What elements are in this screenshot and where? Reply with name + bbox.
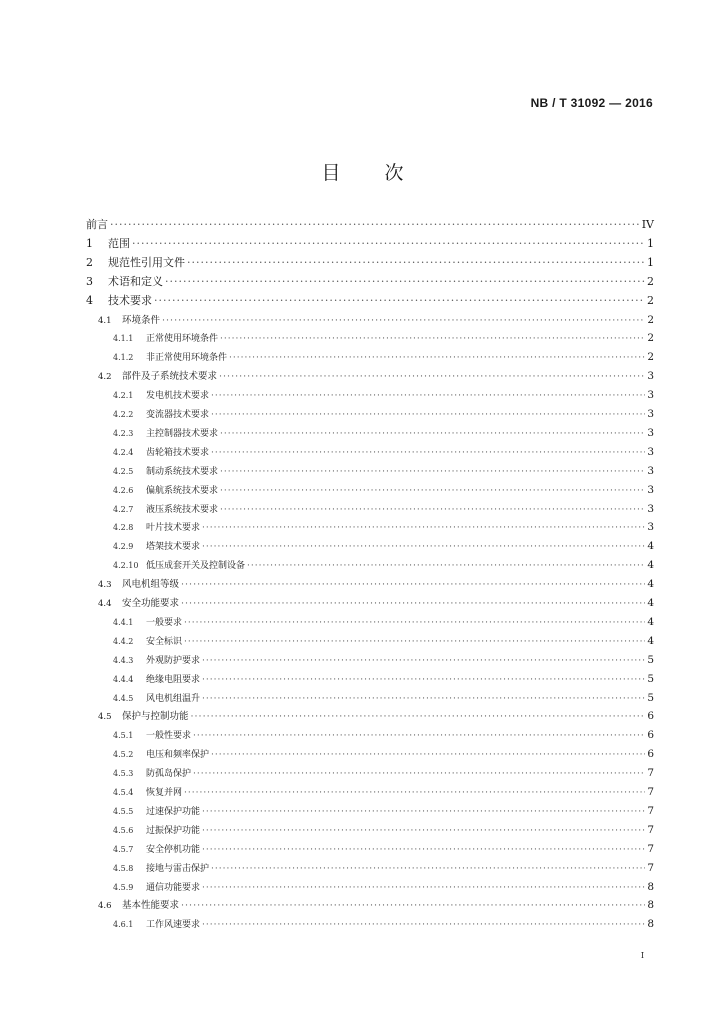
toc-leader-dots [184, 614, 645, 632]
toc-entry[interactable] [113, 537, 654, 555]
toc-entry-page: 5 [647, 653, 654, 666]
toc-leader-dots [202, 538, 645, 556]
toc-entry-number: 4.2.9 [113, 542, 134, 552]
toc-entry-page: 2 [647, 332, 654, 345]
toc-entry-page: 7 [647, 804, 654, 817]
toc-entry-label: 外观防护要求 [146, 655, 201, 666]
toc-leader-dots [202, 690, 645, 708]
toc-entry-label: 基本性能要求 [122, 900, 180, 912]
toc-entry-label: 恢复并网 [146, 788, 183, 798]
toc-entry-label: 非正常使用环境条件 [146, 353, 228, 364]
toc-entry[interactable] [113, 878, 654, 896]
toc-entry[interactable] [86, 273, 654, 291]
toc-entry-number: 4.2.8 [113, 523, 134, 533]
toc-leader-dots [165, 273, 645, 291]
toc-entry[interactable] [113, 329, 654, 347]
toc-entry-number: 4.5 [98, 712, 112, 723]
toc-leader-dots [193, 727, 645, 745]
toc-entry[interactable] [113, 670, 654, 688]
toc-entry[interactable] [113, 745, 654, 763]
toc-entry-page: 3 [647, 445, 654, 458]
toc-entry-label: 术语和定义 [108, 274, 163, 288]
toc-entry-label: 叶片技术要求 [146, 523, 201, 534]
toc-entry-number: 4.2.3 [113, 428, 134, 438]
toc-entry-label: 主控制器技术要求 [146, 428, 219, 439]
toc-leader-dots [229, 349, 645, 367]
toc-leader-dots [220, 482, 645, 500]
toc-entry-label: 低压成套开关及控制设备 [146, 561, 246, 572]
toc-entry-number: 4.2.10 [113, 561, 139, 571]
toc-entry-number: 4.1 [98, 315, 112, 326]
toc-entry-number: 4.2 [98, 372, 112, 383]
toc-entry-number: 2 [86, 255, 93, 269]
toc-leader-dots [181, 595, 645, 613]
page-title: 目次 [321, 162, 448, 184]
toc-leader-dots [162, 312, 645, 330]
toc-entry-label: 保护与控制功能 [122, 711, 189, 723]
toc-entry-page: 1 [647, 255, 654, 269]
toc-entry-number: 4.5.5 [113, 806, 134, 816]
toc-entry-page: 8 [647, 899, 654, 912]
toc-entry-page: IV [641, 218, 654, 231]
toc-entry-page: 2 [647, 351, 654, 364]
toc-entry-number: 4.4.2 [113, 636, 134, 646]
toc-entry-number: 4.4.4 [113, 674, 134, 684]
toc-entry-number: 4.1.2 [113, 353, 134, 363]
toc-entry-label: 偏航系统技术要求 [146, 485, 219, 496]
toc-leader-dots [181, 897, 645, 915]
toc-entry[interactable] [98, 575, 654, 593]
toc-entry-label: 风电机组温升 [146, 693, 201, 704]
toc-entry[interactable] [113, 840, 654, 858]
toc-entry-page: 5 [647, 691, 654, 704]
toc-entry-page: 2 [647, 293, 654, 307]
toc-leader-dots [220, 425, 645, 443]
toc-entry-label: 范围 [108, 236, 130, 250]
toc-entry-page: 6 [647, 729, 654, 742]
toc-entry-page: 7 [647, 767, 654, 780]
toc-entry[interactable] [86, 292, 654, 310]
toc-entry-page: 4 [647, 634, 654, 647]
toc-entry-number: 4.5.8 [113, 863, 134, 873]
toc-entry[interactable] [86, 216, 654, 234]
toc-entry-number: 4.2.4 [113, 447, 134, 457]
toc-leader-dots [220, 330, 645, 348]
toc-entry-label: 齿轮箱技术要求 [146, 447, 210, 458]
toc-entry-page: 2 [647, 313, 654, 326]
toc-leader-dots [191, 708, 646, 726]
toc-entry-page: 3 [647, 502, 654, 515]
toc-entry-label: 电压和频率保护 [146, 750, 210, 761]
toc-entry-label: 部件及子系统技术要求 [122, 371, 218, 383]
toc-entry[interactable] [113, 613, 654, 631]
toc-entry-number: 1 [86, 236, 93, 250]
toc-entry[interactable] [113, 405, 654, 423]
toc-entry-page: 3 [647, 370, 654, 383]
toc-entry[interactable] [86, 254, 654, 272]
toc-leader-dots [187, 254, 645, 272]
toc-entry[interactable] [113, 556, 654, 574]
toc-entry-label: 过振保护功能 [146, 825, 201, 836]
toc-entry[interactable] [98, 367, 654, 385]
toc-leader-dots [202, 841, 645, 859]
toc-entry-page: 4 [647, 540, 654, 553]
toc-entry-number: 4.5.2 [113, 750, 134, 760]
toc-entry[interactable] [113, 821, 654, 839]
toc-leader-dots [184, 784, 645, 802]
toc-leader-dots [193, 765, 645, 783]
toc-entry-page: 7 [647, 823, 654, 836]
toc-entry-page: 7 [647, 861, 654, 874]
toc-entry-page: 8 [647, 918, 654, 931]
toc-entry-number: 4.4 [98, 599, 112, 609]
toc-entry[interactable] [113, 764, 654, 782]
toc-entry[interactable] [113, 500, 654, 518]
toc-entry-label: 一般要求 [146, 617, 183, 628]
toc-entry-label: 变流器技术要求 [146, 410, 210, 420]
toc-entry-number: 4.2.1 [113, 391, 134, 401]
toc-entry-page: 3 [647, 426, 654, 439]
toc-entry-page: 2 [647, 274, 654, 288]
toc-entry-page: 7 [647, 786, 654, 798]
toc-entry-number: 4.6.1 [113, 920, 134, 930]
toc-leader-dots [202, 916, 645, 934]
toc-entry[interactable] [113, 859, 654, 877]
toc-leader-dots [211, 444, 645, 462]
toc-entry[interactable] [113, 443, 654, 461]
toc-entry-page: 3 [647, 521, 654, 534]
toc-entry-page: 4 [647, 578, 654, 591]
toc-leader-dots [202, 879, 645, 897]
toc-entry-label: 防孤岛保护 [146, 769, 192, 780]
toc-entry-page: 4 [647, 597, 654, 609]
toc-entry-page: 1 [647, 236, 654, 250]
toc-entry-number: 4.5.4 [113, 788, 134, 797]
toc-leader-dots [211, 387, 645, 405]
toc-entry-number: 4.2.2 [113, 410, 134, 419]
toc-entry[interactable] [98, 311, 654, 329]
toc-entry-number: 4.5.3 [113, 769, 134, 779]
toc-entry[interactable] [113, 462, 654, 480]
toc-entry-label: 安全标识 [146, 636, 183, 647]
toc-entry-label: 安全停机功能 [146, 844, 201, 855]
toc-entry-number: 4.5.7 [113, 844, 134, 854]
toc-entry-page: 3 [647, 483, 654, 496]
toc-entry-page: 3 [647, 464, 654, 477]
toc-leader-dots [202, 671, 645, 689]
toc-leader-dots [211, 406, 645, 424]
toc-entry-number: 4 [86, 293, 93, 307]
toc-entry-label: 一般性要求 [146, 731, 192, 742]
toc-entry-label: 环境条件 [122, 314, 161, 326]
toc-entry-page: 6 [647, 748, 654, 761]
toc-entry[interactable] [98, 594, 654, 612]
toc-entry[interactable] [113, 518, 654, 536]
toc-entry-label: 液压系统技术要求 [146, 504, 219, 515]
toc-entry[interactable] [113, 915, 654, 933]
toc-entry-label: 前言 [86, 218, 108, 231]
toc-entry[interactable] [98, 707, 654, 725]
toc-leader-dots [154, 292, 645, 310]
toc-leader-dots [181, 576, 645, 594]
toc-entry[interactable] [113, 386, 654, 404]
toc-leader-dots [220, 463, 645, 481]
toc-leader-dots [220, 501, 645, 519]
toc-leader-dots [202, 803, 645, 821]
toc-entry-number: 4.5.9 [113, 882, 134, 892]
toc-entry-label: 工作风速要求 [146, 920, 201, 931]
toc-entry-page: 7 [647, 842, 654, 855]
toc-leader-dots [247, 557, 645, 575]
toc-entry[interactable] [113, 726, 654, 744]
toc-entry-number: 4.1.1 [113, 334, 134, 344]
toc-entry-number: 4.6 [98, 901, 112, 912]
toc-leader-dots [110, 216, 640, 234]
toc-leader-dots [184, 633, 645, 651]
toc-entry[interactable] [113, 802, 654, 820]
toc-entry-page: 3 [647, 408, 654, 420]
toc-entry-number: 4.2.5 [113, 466, 134, 476]
toc-entry-label: 风电机组等级 [122, 579, 180, 591]
toc-entry-label: 规范性引用文件 [108, 255, 185, 269]
toc-leader-dots [211, 860, 645, 878]
toc-entry[interactable] [98, 896, 654, 914]
toc-entry[interactable] [113, 783, 654, 801]
toc-leader-dots [202, 519, 645, 537]
toc-entry[interactable] [113, 348, 654, 366]
toc-leader-dots [202, 652, 645, 670]
toc-entry[interactable] [113, 632, 654, 650]
standard-code: NB / T 31092 — 2016 [530, 96, 653, 110]
toc-entry-label: 绝缘电阻要求 [146, 674, 201, 685]
toc-entry[interactable] [113, 651, 654, 669]
toc-entry-label: 制动系统技术要求 [146, 466, 219, 477]
toc-entry-label: 发电机技术要求 [146, 391, 210, 402]
toc-entry-number: 4.4.3 [113, 655, 134, 665]
toc-entry-label: 通信功能要求 [146, 882, 201, 893]
toc-entry-label: 接地与雷击保护 [146, 863, 210, 874]
toc-entry-number: 4.4.1 [113, 617, 134, 627]
page-number: I [640, 951, 644, 960]
toc-entry-page: 3 [647, 389, 654, 402]
toc-entry-label: 过速保护功能 [146, 806, 201, 817]
toc-entry-number: 4.5.6 [113, 825, 134, 835]
toc-entry-page: 6 [647, 710, 654, 723]
toc-entry-page: 4 [647, 559, 654, 572]
toc-entry-page: 4 [647, 615, 654, 628]
toc-entry-number: 4.5.1 [113, 731, 134, 741]
toc-entry-page: 8 [647, 880, 654, 893]
toc-entry[interactable] [113, 689, 654, 707]
toc-leader-dots [211, 746, 645, 764]
toc-entry-page: 5 [647, 672, 654, 685]
toc-entry[interactable] [113, 481, 654, 499]
toc-entry-number: 4.4.5 [113, 693, 134, 703]
toc-leader-dots [219, 368, 645, 386]
toc-entry-number: 4.3 [98, 580, 112, 591]
toc-entry-label: 正常使用环境条件 [146, 334, 219, 345]
toc-entry-number: 4.2.7 [113, 504, 134, 514]
toc-entry[interactable] [113, 424, 654, 442]
toc-entry-label: 技术要求 [108, 293, 152, 307]
toc-leader-dots [202, 822, 645, 840]
toc-entry-label: 塔架技术要求 [146, 542, 201, 553]
toc-entry-label: 安全功能要求 [122, 598, 180, 609]
toc-entry-number: 4.2.6 [113, 485, 134, 495]
toc-leader-dots [132, 235, 645, 253]
toc-entry[interactable] [86, 235, 654, 253]
toc-entry-number: 3 [86, 274, 93, 288]
